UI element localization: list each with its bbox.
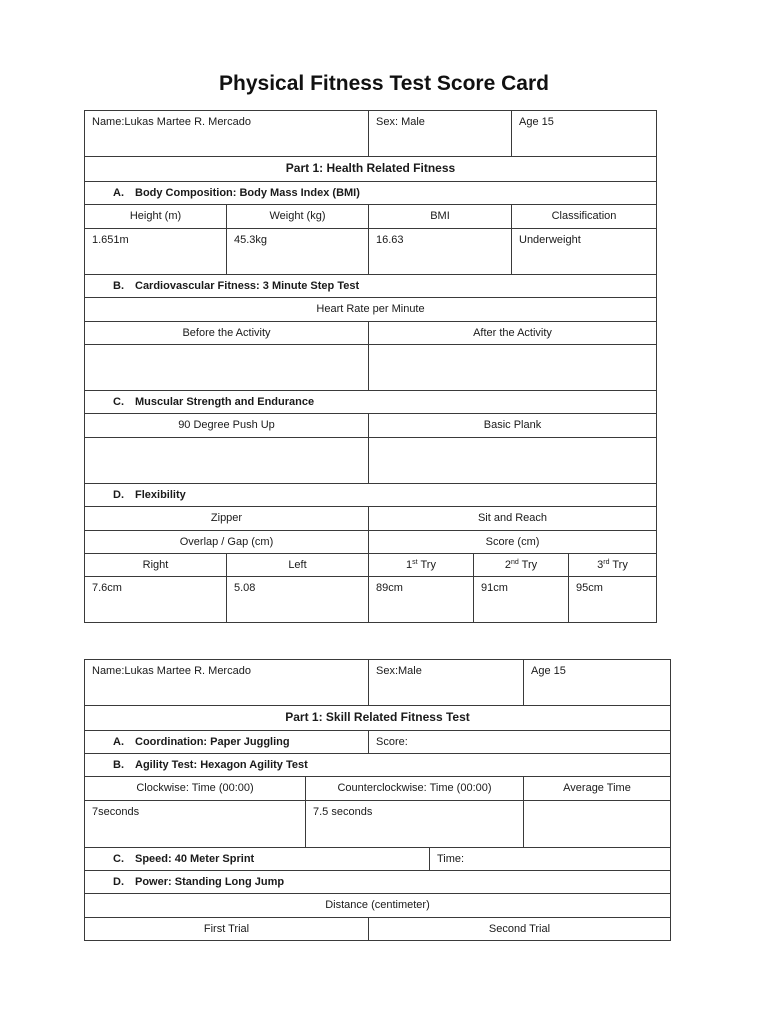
section-label: Agility Test: Hexagon Agility Test <box>135 759 308 771</box>
section-label: Body Composition: Body Mass Index (BMI) <box>135 187 360 199</box>
bmi-header-weight: Weight (kg) <box>226 204 369 229</box>
overlap-gap-header: Overlap / Gap (cm) <box>84 530 369 554</box>
bmi-header-classification: Classification <box>511 204 657 229</box>
try-suffix: nd <box>510 559 519 566</box>
counterclockwise-value: 7.5 seconds <box>305 800 524 848</box>
right-header: Right <box>84 553 227 577</box>
push-up-header: 90 Degree Push Up <box>84 413 369 438</box>
push-up-value[interactable] <box>84 437 369 484</box>
try-suffix: st <box>412 559 418 566</box>
section-a-heading <box>84 730 369 754</box>
name-field: Name:Lukas Martee R. Mercado <box>84 110 369 157</box>
bmi-header-height: Height (m) <box>84 204 227 229</box>
before-activity-value[interactable] <box>84 344 369 391</box>
try-suffix: rd <box>603 559 610 566</box>
section-letter: C. <box>113 853 124 865</box>
left-header: Left <box>226 553 369 577</box>
part-title: Part 1: Health Related Fitness <box>84 156 657 182</box>
first-trial-header: First Trial <box>84 917 369 941</box>
try-number: 1 <box>406 559 413 571</box>
score-cm-header: Score (cm) <box>368 530 657 554</box>
try-number: 2 <box>504 559 511 571</box>
average-time-header: Average Time <box>523 776 671 801</box>
try-word: Try <box>420 559 436 571</box>
weight-value: 45.3kg <box>226 228 369 275</box>
counterclockwise-header: Counterclockwise: Time (00:00) <box>305 776 524 801</box>
section-label: Cardiovascular Fitness: 3 Minute Step Test <box>135 280 360 292</box>
third-try-value: 95cm <box>568 576 657 623</box>
bmi-header-bmi: BMI <box>368 204 512 229</box>
try-number: 3 <box>597 559 604 571</box>
section-letter: A. <box>113 736 124 748</box>
third-try-header <box>568 553 657 577</box>
section-letter: D. <box>113 489 124 501</box>
name-field: Name:Lukas Martee R. Mercado <box>84 659 369 706</box>
plank-header: Basic Plank <box>368 413 657 438</box>
sit-and-reach-header: Sit and Reach <box>368 506 657 531</box>
heart-rate-heading: Heart Rate per Minute <box>84 297 657 322</box>
section-label: Muscular Strength and Endurance <box>135 396 315 408</box>
bmi-value: 16.63 <box>368 228 512 275</box>
section-a-heading <box>84 181 657 205</box>
height-value: 1.651m <box>84 228 227 275</box>
section-c-heading <box>84 847 430 871</box>
left-value: 5.08 <box>226 576 369 623</box>
part-title: Part 1: Skill Related Fitness Test <box>84 705 671 731</box>
average-time-value[interactable] <box>523 800 671 848</box>
section-d-heading <box>84 870 671 894</box>
sex-field: Sex:Male <box>368 659 524 706</box>
section-letter: C. <box>113 396 124 408</box>
section-letter: B. <box>113 759 124 771</box>
section-label: Coordination: Paper Juggling <box>135 736 290 748</box>
section-c-heading <box>84 390 657 414</box>
age-field: Age 15 <box>523 659 671 706</box>
age-field: Age 15 <box>511 110 657 157</box>
before-activity-header: Before the Activity <box>84 321 369 345</box>
first-try-value: 89cm <box>368 576 474 623</box>
section-b-heading <box>84 274 657 298</box>
try-word: Try <box>521 559 538 571</box>
section-letter: D. <box>113 876 124 888</box>
classification-value: Underweight <box>511 228 657 275</box>
zipper-header: Zipper <box>84 506 369 531</box>
section-letter: B. <box>113 280 124 292</box>
after-activity-header: After the Activity <box>368 321 657 345</box>
second-try-header <box>473 553 569 577</box>
page-title: Physical Fitness Test Score Card <box>219 72 549 95</box>
section-label: Power: Standing Long Jump <box>135 876 285 888</box>
clockwise-value: 7seconds <box>84 800 306 848</box>
after-activity-value[interactable] <box>368 344 657 391</box>
try-word: Try <box>612 559 628 571</box>
section-letter: A. <box>113 187 124 199</box>
section-b-heading <box>84 753 671 777</box>
second-try-value: 91cm <box>473 576 569 623</box>
sprint-time-field[interactable]: Time: <box>429 847 671 871</box>
section-label: Flexibility <box>135 489 186 501</box>
clockwise-header: Clockwise: Time (00:00) <box>84 776 306 801</box>
section-label: Speed: 40 Meter Sprint <box>135 853 255 865</box>
sex-field: Sex: Male <box>368 110 512 157</box>
plank-value[interactable] <box>368 437 657 484</box>
right-value: 7.6cm <box>84 576 227 623</box>
distance-heading: Distance (centimeter) <box>84 893 671 918</box>
second-trial-header: Second Trial <box>368 917 671 941</box>
first-try-header <box>368 553 474 577</box>
section-d-heading <box>84 483 657 507</box>
coordination-score-field[interactable]: Score: <box>368 730 671 754</box>
